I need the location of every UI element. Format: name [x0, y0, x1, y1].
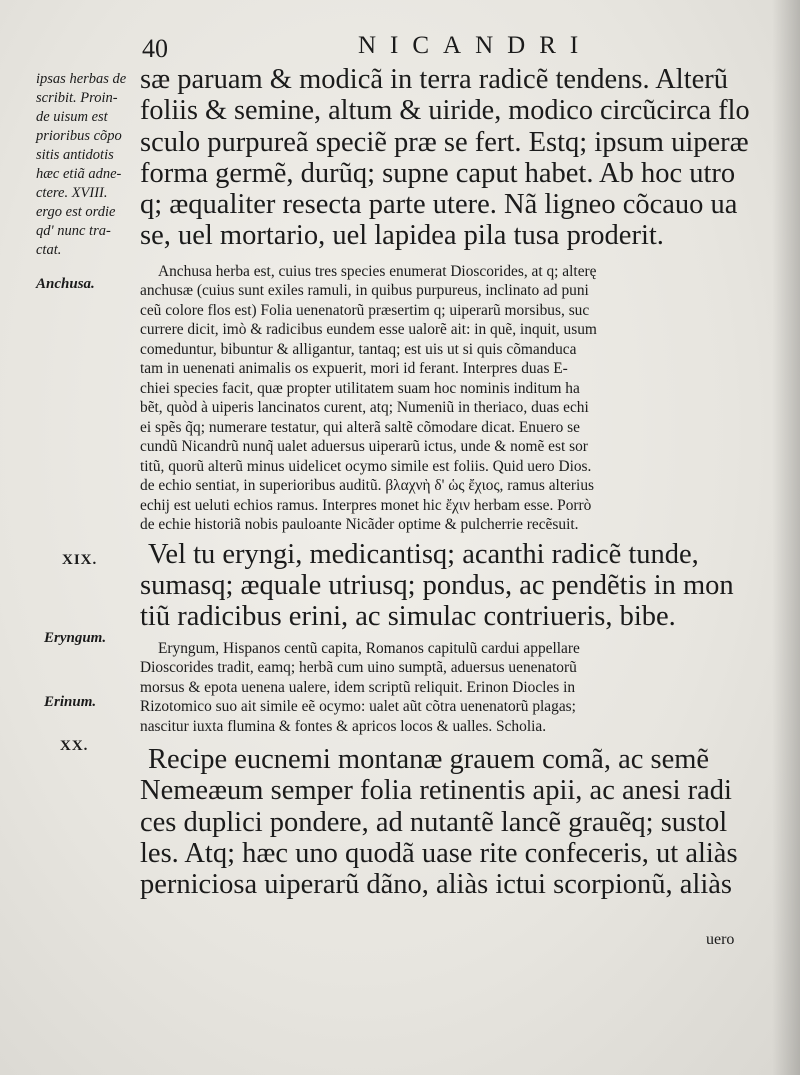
verse-line: les. Atq; hæc uno quodã uase rite confeceris, ut aliàs: [140, 838, 738, 870]
margin-note-line: de uisum est: [36, 109, 108, 125]
commentary-line: chiei species facit, quæ propter utilitatem suam hoc nominis inditum ha: [140, 379, 580, 397]
margin-note-ipsas-herbas: [36, 70, 140, 260]
margin-label-erinum: Erinum.: [44, 694, 97, 710]
verse-line: tiũ radicibus erini, ac simulac contriueris, bibe.: [140, 601, 676, 633]
verse-line: Vel tu eryngi, medicantisq; acanthi radicẽ tunde,: [148, 538, 699, 570]
commentary-line: ceũ colore flos est) Folia uenenatorũ præsertim q; uiperarũ morsibus, suc: [140, 301, 590, 319]
commentary-line: anchusæ (cuius sunt exiles ramuli, in quibus purpureus, inclinato ad puni: [140, 282, 589, 300]
main-text-column: [140, 64, 750, 901]
page-header: [140, 30, 740, 66]
margin-label-anchusa: Anchusa.: [36, 276, 95, 292]
verse-line: ces duplici pondere, ad nutantẽ lancẽ grauẽq; sustol: [140, 806, 728, 838]
verse-line: se, uel mortario, uel lapidea pila tusa proderit.: [140, 220, 664, 252]
verse-line: sæ paruam & modicã in terra radicẽ tendens. Alterũ: [140, 64, 729, 95]
margin-label-eryngum: Eryngum.: [44, 630, 107, 646]
commentary-line: titũ, quorũ alterũ minus uidelicet ocymo simile est foliis. Quid uero Dios.: [140, 457, 592, 475]
commentary-line: morsus & epota uenena ualere, idem scriptũ reliquit. Erinon Diocles in: [140, 678, 576, 696]
gutter-shadow: [772, 0, 800, 1075]
verse-line: sculo purpureã speciẽ præ se fert. Estq; ipsum uiperæ: [140, 126, 749, 158]
commentary-line: Eryngum, Hispanos centũ capita, Romanos capitulũ cardui appellare: [158, 639, 580, 657]
margin-note-line: hæc etiã adne-: [36, 166, 122, 182]
commentary-line: Dioscorides tradit, eamq; herbã cum uino sumptã, aduersus uenenatorũ: [140, 659, 577, 677]
verse-line: foliis & semine, altum & uiride, modico circũcirca flo: [140, 95, 750, 127]
margin-note-line: ipsas herbas de: [36, 71, 127, 87]
verse-line: q; æqualiter resecta parte utere. Nã ligneo cõcauo ua: [140, 189, 738, 221]
catchword: uero: [706, 931, 735, 948]
commentary-line: tam in uenenati animalis os expuerit, mori id ferant. Interpres duas E-: [140, 360, 568, 378]
verse-line: perniciosa uiperarũ dãno, aliàs ictui scorpionũ, aliàs: [140, 869, 732, 901]
commentary-block-1: [140, 262, 750, 535]
page-number: 40: [142, 34, 168, 63]
margin-number-xix: XIX.: [62, 552, 98, 568]
commentary-line: Anchusa herba est, cuius tres species enumerat Dioscorides, at q; alterę: [158, 262, 597, 280]
margin-note-line: qd' nunc tra-: [36, 223, 111, 239]
running-title: NICANDRI: [358, 32, 593, 59]
commentary-line: currere dicit, imò & radicibus eundem esse ualorẽ ait: in quẽ, inquit, usum: [140, 321, 597, 339]
commentary-line: cundũ Nicandrũ nunq̃ ualet aduersus uiperarũ ictus, unde & nomẽ est sor: [140, 438, 588, 456]
margin-note-line: sitis antidotis: [36, 147, 114, 163]
margin-number-xx: XX.: [60, 738, 89, 754]
commentary-line: comeduntur, bibuntur & alligantur, tantaq; est uis ut si quis cõmanduca: [140, 340, 577, 358]
verse-line: forma germẽ, durũq; supne caput habet. Ab hoc utro: [140, 157, 736, 189]
commentary-line: bẽt, quòd à uiperis lancinatos curent, atq; Numeniũ in theriaco, duas echi: [140, 399, 589, 417]
margin-note-line: ctat.: [36, 242, 62, 258]
commentary-line: de echie historiã nobis pauloante Nicãder optime & pulcherrie recẽsuit.: [140, 516, 579, 534]
commentary-line: ei spẽs q̃q; numerare testatur, qui alterã saltẽ cõmodare dicat. Enuero se: [140, 418, 580, 436]
verse-block-2: [140, 539, 750, 633]
commentary-block-2: [140, 639, 750, 737]
verse-block-1: [140, 64, 750, 252]
verse-line: Recipe eucnemi montanæ grauem comã, ac semẽ: [148, 744, 710, 776]
verse-line: Nemeæum semper folia retinentis apii, ac anesi radi: [140, 775, 732, 807]
commentary-line: Rizotomico suo ait simile eẽ ocymo: ualet aũt cõtra uenenatorũ plagas;: [140, 698, 576, 716]
commentary-line: de echio sentiat, in superioribus auditũ. βλαχνὴ δ' ὡς ἔχιος, ramus alterius: [140, 477, 595, 495]
verse-line: sumasq; æquale utriusq; pondus, ac pendẽtis in mon: [140, 570, 734, 602]
margin-note-line: scribit. Proin-: [36, 90, 118, 106]
verse-block-3: [140, 744, 750, 900]
margin-note-line: prioribus cõpo: [36, 128, 122, 144]
margin-note-line: ctere. XVIII.: [36, 185, 108, 201]
commentary-line: echij est ueluti echios ramus. Interpres monet hic ἔχιν herbam esse. Porrò: [140, 496, 592, 514]
margin-note-line: ergo est ordie: [36, 204, 116, 220]
commentary-line: nascitur iuxta flumina & fontes & apricos locos & ualles. Scholia.: [140, 717, 547, 735]
